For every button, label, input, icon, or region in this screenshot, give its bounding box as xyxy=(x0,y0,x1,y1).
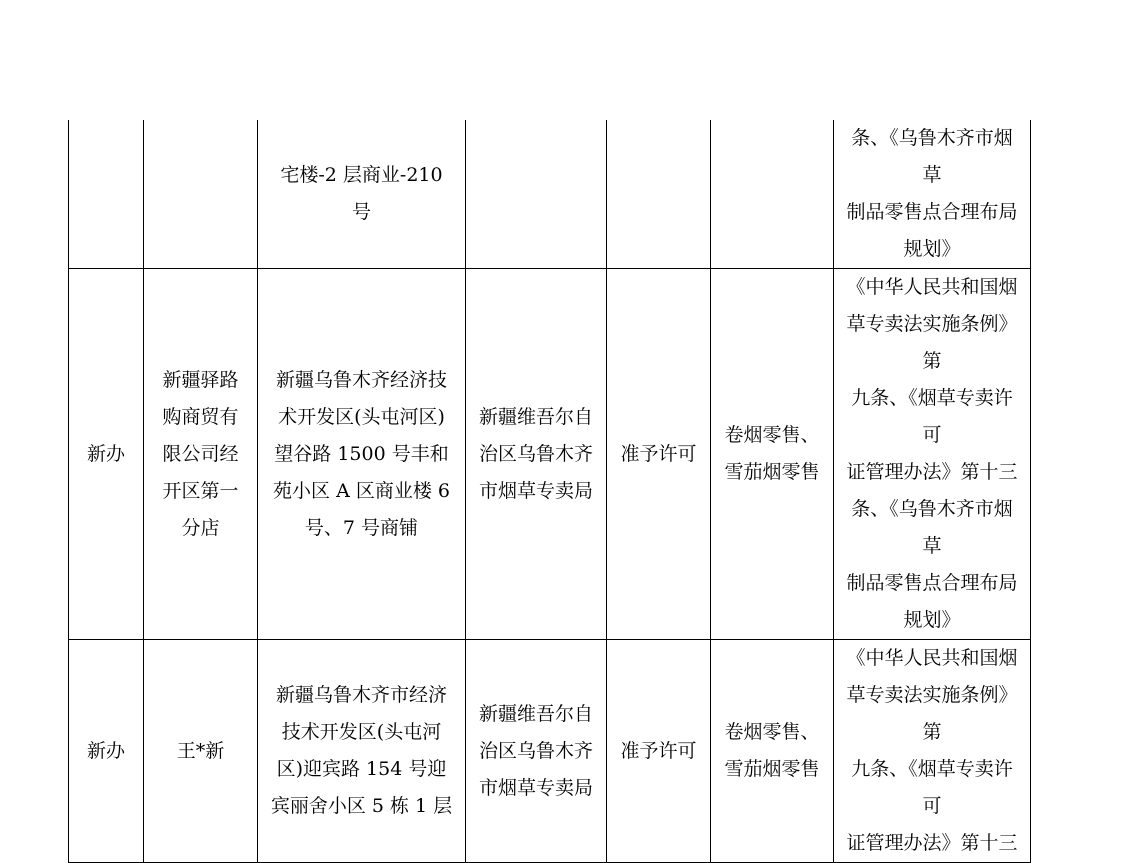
authority-cell: 新疆维吾尔自 治区乌鲁木齐 市烟草专卖局 xyxy=(466,269,607,640)
type-cell: 新办 xyxy=(69,640,144,863)
table-row xyxy=(69,120,1031,269)
applicant-cell: 新疆驿路 购商贸有 限公司经 开区第一 分店 xyxy=(144,269,258,640)
applicant-cell xyxy=(144,120,258,269)
address-cell: 新疆乌鲁木齐市经济 技术开发区(头屯河 区)迎宾路 154 号迎 宾丽舍小区 5 栋 1 层 xyxy=(258,640,466,863)
authority-cell xyxy=(466,120,607,269)
table-row xyxy=(69,269,1031,640)
decision-cell xyxy=(607,120,711,269)
scope-cell xyxy=(711,120,834,269)
type-cell xyxy=(69,120,144,269)
table-row xyxy=(69,640,1031,863)
scope-cell: 卷烟零售、 雪茄烟零售 xyxy=(711,269,834,640)
decision-cell: 准予许可 xyxy=(607,269,711,640)
license-table xyxy=(68,120,1031,863)
decision-cell: 准予许可 xyxy=(607,640,711,863)
applicant-cell: 王*新 xyxy=(144,640,258,863)
scope-cell: 卷烟零售、 雪茄烟零售 xyxy=(711,640,834,863)
basis-cell: 条、《乌鲁木齐市烟草 制品零售点合理布局 规划》 xyxy=(834,120,1031,269)
basis-cell: 《中华人民共和国烟 草专卖法实施条例》第 九条、《烟草专卖许可 证管理办法》第十三 xyxy=(834,640,1031,863)
address-cell: 宅楼-2 层商业-210 号 xyxy=(258,120,466,269)
basis-cell: 《中华人民共和国烟 草专卖法实施条例》第 九条、《烟草专卖许可 证管理办法》第十三 条、《乌鲁木齐市烟草 制品零售点合理布局 规划》 xyxy=(834,269,1031,640)
type-cell: 新办 xyxy=(69,269,144,640)
address-cell: 新疆乌鲁木齐经济技 术开发区(头屯河区) 望谷路 1500 号丰和 苑小区 A 区商业楼 6 号、7 号商铺 xyxy=(258,269,466,640)
authority-cell: 新疆维吾尔自 治区乌鲁木齐 市烟草专卖局 xyxy=(466,640,607,863)
